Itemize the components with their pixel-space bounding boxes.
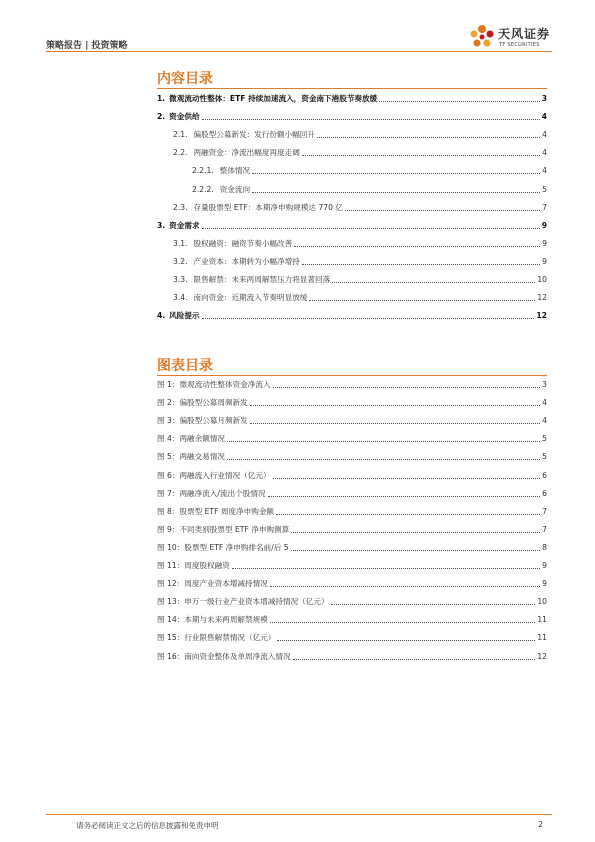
figure-entry-label: 图 6：	[157, 470, 180, 480]
toc-dot-leader	[202, 317, 535, 319]
toc-entry-page: 12	[537, 293, 547, 303]
logo-subtitle: TF SECURITIES	[499, 42, 540, 48]
figure-dot-leader	[291, 531, 540, 533]
figure-entry-label: 图 7：	[157, 488, 180, 498]
contents-title-rule	[157, 88, 547, 89]
figure-dot-leader	[270, 585, 540, 587]
toc-entry-page: 4	[541, 112, 547, 122]
figure-dot-leader	[270, 621, 536, 623]
toc-entry[interactable]	[157, 94, 547, 104]
figure-entry-page: 12	[537, 651, 547, 661]
toc-entry-number: 1.	[157, 94, 166, 103]
figure-entry-page: 4	[542, 416, 547, 426]
toc-entry-page: 4	[542, 166, 547, 176]
toc-entry[interactable]	[173, 239, 547, 249]
figure-entry-label: 图 3：	[157, 416, 180, 426]
toc-entry-page: 4	[542, 148, 547, 158]
toc-entry[interactable]	[173, 203, 547, 213]
figure-entry-title: 周度产业资本增减持情况	[184, 579, 268, 589]
toc-entry-page: 3	[541, 94, 547, 103]
figure-entry-page: 3	[542, 380, 547, 389]
figure-dot-leader	[227, 440, 540, 442]
toc-entry-title: 微观流动性整体：ETF 持续加速流入，资金南下港股节奏放缓	[169, 94, 378, 103]
figure-entry[interactable]	[157, 380, 547, 390]
toc-entry-number: 2.1.	[173, 130, 188, 140]
figure-dot-leader	[273, 386, 541, 388]
figure-entry-label: 图 11：	[157, 561, 185, 570]
toc-entry-page: 4	[542, 130, 547, 140]
figure-entry-label: 图 2：	[157, 398, 180, 408]
figure-entry[interactable]	[157, 489, 547, 499]
figure-entry[interactable]	[157, 615, 547, 625]
figure-dot-leader	[250, 404, 540, 406]
figure-entry-title: 微观流动性整体资金净流入	[179, 380, 271, 389]
figure-entry-title: 偏股型公募周频新发	[179, 398, 248, 408]
toc-dot-leader	[379, 100, 539, 102]
figure-entry-label: 图 1：	[157, 380, 180, 389]
toc-entry[interactable]	[173, 275, 547, 285]
toc-entry-page: 12	[536, 311, 547, 321]
company-logo	[468, 22, 558, 54]
figure-entry-label: 图 5：	[157, 452, 180, 462]
figure-entry-title: 股票型 ETF 净申购排名前/后 5	[184, 542, 289, 552]
contents-title: 内容目录	[157, 71, 213, 87]
toc-entry-title: 股权融资：融资节奏小幅改善	[193, 238, 293, 248]
figure-entry-page: 7	[542, 524, 547, 534]
toc-entry-title: 产业资本：本期转为小幅净增持	[193, 256, 300, 266]
page-number: 2	[538, 820, 544, 829]
figure-dot-leader	[232, 567, 540, 569]
footer-divider	[46, 814, 552, 815]
figure-entry-label: 图 4：	[157, 434, 180, 444]
figure-entry[interactable]	[157, 398, 547, 408]
footer-disclaimer: 请务必阅读正文之后的信息披露和免责申明	[76, 821, 219, 830]
figure-entry-title: 股票型 ETF 周度净申购金额	[179, 506, 275, 516]
toc-entry-number: 2.	[157, 112, 166, 122]
figure-entry-title: 南向资金整体及单周净流入情况	[184, 651, 291, 661]
toc-dot-leader	[309, 299, 535, 301]
figure-entry[interactable]	[157, 633, 547, 643]
figure-entry[interactable]	[157, 471, 547, 481]
figure-entry-page: 11	[537, 633, 547, 643]
toc-entry[interactable]	[192, 166, 547, 176]
figure-entry[interactable]	[157, 652, 547, 662]
figure-entry[interactable]	[157, 452, 547, 462]
figure-entry-page: 7	[542, 506, 547, 516]
figures-title: 图表目录	[157, 358, 213, 374]
toc-entry[interactable]	[157, 112, 547, 122]
toc-entry-title: 资金需求	[169, 220, 200, 230]
toc-entry-number: 4.	[157, 311, 166, 321]
figure-dot-leader	[293, 658, 536, 660]
toc-entry-page: 5	[542, 184, 547, 194]
figures-title-rule	[157, 375, 547, 376]
toc-entry-number: 3.4.	[173, 293, 188, 303]
figure-dot-leader	[268, 495, 541, 497]
toc-entry-title: 偏股型公募新发：发行份额小幅回升	[193, 130, 315, 140]
toc-entry-title: 整体情况	[219, 166, 251, 176]
figure-entry-label: 图 8：	[157, 506, 180, 516]
figure-entry[interactable]	[157, 416, 547, 426]
toc-entry-title: 限售解禁：未来两周解禁压力将显著回落	[193, 275, 331, 284]
toc-dot-leader	[302, 154, 540, 156]
toc-dot-leader	[202, 227, 540, 229]
figure-entry[interactable]	[157, 579, 547, 589]
toc-entry[interactable]	[157, 311, 547, 321]
figure-entry-page: 5	[542, 452, 547, 462]
figure-entry-page: 11	[537, 615, 547, 625]
toc-dot-leader	[345, 209, 540, 211]
toc-entry-number: 2.2.1.	[192, 166, 214, 176]
figure-entry-title: 申万一级行业产业资本增减持情况（亿元）	[184, 597, 329, 607]
logo-name: 天风证券	[498, 27, 551, 41]
figure-entry-label: 图 13：	[157, 597, 185, 607]
figure-entry-label: 图 10：	[157, 542, 185, 552]
toc-entry-number: 3.1.	[173, 238, 188, 248]
toc-entry-title: 南向资金：近期流入节奏明显放缓	[193, 293, 308, 303]
figure-entry-title: 两融余额情况	[179, 434, 225, 444]
logo-flower-icon	[468, 22, 496, 52]
figure-entry-label: 图 16：	[157, 651, 185, 661]
toc-entry-title: 风险提示	[169, 311, 200, 321]
toc-entry-page: 10	[537, 275, 547, 284]
toc-entry[interactable]	[173, 148, 547, 158]
toc-entry[interactable]	[192, 185, 547, 195]
figure-entry-label: 图 9：	[157, 524, 180, 534]
figure-entry-page: 6	[542, 488, 547, 498]
figure-entry-page: 4	[542, 398, 547, 408]
figure-dot-leader	[227, 458, 540, 460]
figure-entry-page: 5	[542, 434, 547, 444]
report-category: 策略报告 | 投资策略	[46, 41, 128, 51]
toc-entry-number: 2.3.	[173, 202, 188, 212]
toc-dot-leader	[252, 172, 540, 174]
header-divider	[46, 51, 552, 52]
figure-entry[interactable]	[157, 561, 547, 571]
figure-entry-page: 9	[542, 561, 547, 570]
figure-entry[interactable]	[157, 525, 547, 535]
toc-dot-leader	[317, 136, 540, 138]
toc-entry[interactable]	[173, 293, 547, 303]
toc-entry-title: 资金供给	[169, 112, 200, 122]
toc-entry[interactable]	[157, 221, 547, 231]
toc-dot-leader	[252, 191, 540, 193]
figure-entry[interactable]	[157, 434, 547, 444]
figure-entry-label: 图 15：	[157, 633, 185, 643]
figure-entry-title: 两融流入行业情况（亿元）	[179, 470, 271, 480]
toc-dot-leader	[332, 281, 535, 283]
figure-entry-title: 两融净流入/流出个股情况	[179, 488, 266, 498]
figure-entry-page: 6	[542, 470, 547, 480]
figure-entry-label: 图 14：	[157, 615, 185, 625]
toc-entry-page: 9	[542, 256, 547, 266]
toc-entry-page: 9	[542, 238, 547, 248]
toc-entry-number: 2.2.	[173, 148, 188, 158]
figure-dot-leader	[273, 477, 541, 479]
figure-entry-title: 本期与未来两周解禁规模	[184, 615, 268, 625]
figure-entry[interactable]	[157, 597, 547, 607]
figure-dot-leader	[331, 603, 536, 605]
figure-dot-leader	[277, 639, 535, 641]
figure-dot-leader	[276, 513, 540, 515]
figure-entry-title: 行业限售解禁情况（亿元）	[184, 633, 276, 643]
toc-entry-number: 3.3.	[173, 275, 188, 284]
toc-entry[interactable]	[173, 257, 547, 267]
figure-entry-page: 10	[537, 597, 547, 607]
toc-entry[interactable]	[173, 130, 547, 140]
figure-entry-page: 9	[542, 579, 547, 589]
toc-entry-number: 2.2.2.	[192, 184, 214, 194]
toc-dot-leader	[202, 118, 540, 120]
figure-entry-page: 8	[542, 542, 547, 552]
figure-entry[interactable]	[157, 543, 547, 553]
toc-entry-page: 9	[541, 220, 547, 230]
toc-entry-page: 7	[542, 202, 547, 212]
figure-entry[interactable]	[157, 507, 547, 517]
toc-dot-leader	[294, 245, 540, 247]
toc-entry-title: 存量股票型 ETF：本期净申购规模达 770 亿	[193, 202, 343, 212]
toc-entry-number: 3.2.	[173, 256, 188, 266]
toc-entry-number: 3.	[157, 220, 166, 230]
figure-entry-label: 图 12：	[157, 579, 185, 589]
toc-dot-leader	[302, 263, 540, 265]
figure-entry-title: 偏股型公募月频新发	[179, 416, 248, 426]
figure-entry-title: 周度股权融资	[184, 561, 230, 570]
figure-entry-title: 两融交易情况	[179, 452, 225, 462]
figure-dot-leader	[250, 422, 540, 424]
figure-entry-title: 不同类别股票型 ETF 净申购测算	[179, 524, 290, 534]
figure-dot-leader	[291, 549, 541, 551]
toc-entry-title: 两融资金：净流出幅度再度走阔	[193, 148, 300, 158]
toc-entry-title: 资金流向	[219, 184, 251, 194]
